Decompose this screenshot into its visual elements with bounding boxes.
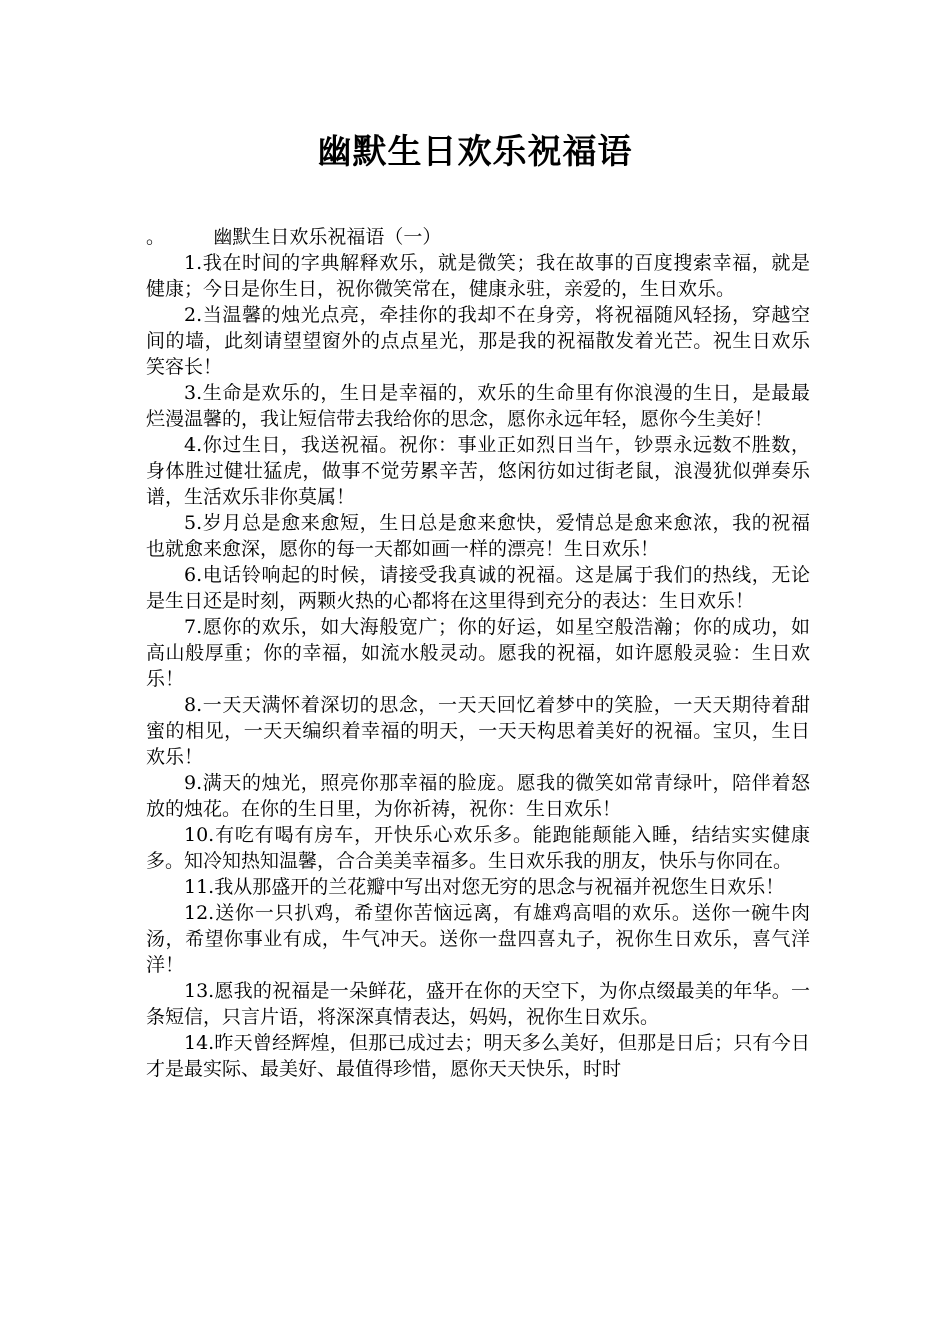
paragraph-14: 14.昨天曾经辉煌，但那已成过去；明天多么美好，但那是日后；只有今日才是最实际、最美好、最值得珍惜，愿你天天快乐，时时 (146, 1032, 810, 1080)
paragraph-5: 5.岁月总是愈来愈短，生日总是愈来愈快，爱情总是愈来愈浓，我的祝福也就愈来愈深，愿你的每一天都如画一样的漂亮！生日欢乐！ (146, 512, 810, 560)
paragraph-9: 9.满天的烛光，照亮你那幸福的脸庞。愿我的微笑如常青绿叶，陪伴着怒放的烛花。在你的生日里，为你祈祷，祝你：生日欢乐！ (146, 772, 810, 820)
paragraph-12: 12.送你一只扒鸡，希望你苦恼远离，有雄鸡高唱的欢乐。送你一碗牛肉汤，希望你事业有成，牛气冲天。送你一盘四喜丸子，祝你生日欢乐，喜气洋洋！ (146, 902, 810, 976)
paragraph-8: 8.一天天满怀着深切的思念，一天天回忆着梦中的笑脸，一天天期待着甜蜜的相见，一天天编织着幸福的明天，一天天构思着美好的祝福。宝贝，生日欢乐！ (146, 694, 810, 768)
paragraph-3: 3.生命是欢乐的，生日是幸福的，欢乐的生命里有你浪漫的生日，是最最烂漫温馨的，我让短信带去我给你的思念，愿你永远年轻，愿你今生美好！ (146, 382, 810, 430)
section-heading: 。 幽默生日欢乐祝福语（一） (146, 226, 442, 248)
document-title: 幽默生日欢乐祝福语 (317, 132, 633, 172)
paragraph-6: 6.电话铃响起的时候，请接受我真诚的祝福。这是属于我们的热线，无论是生日还是时刻，两颗火热的心都将在这里得到充分的表达：生日欢乐！ (146, 564, 810, 612)
paragraph-13: 13.愿我的祝福是一朵鲜花，盛开在你的天空下，为你点缀最美的年华。一条短信，只言片语，将深深真情表达，妈妈，祝你生日欢乐。 (146, 980, 810, 1028)
document-body (146, 224, 810, 1082)
paragraph-4: 4.你过生日，我送祝福。祝你：事业正如烈日当午，钞票永远数不胜数，身体胜过健壮猛虎，做事不觉劳累辛苦，悠闲彷如过街老鼠，浪漫犹似弹奏乐谱，生活欢乐非你莫属！ (146, 434, 810, 508)
paragraph-7: 7.愿你的欢乐，如大海般宽广；你的好运，如星空般浩瀚；你的成功，如高山般厚重；你的幸福，如流水般灵动。愿我的祝福，如许愿般灵验：生日欢乐！ (146, 616, 810, 690)
paragraph-11: 11.我从那盛开的兰花瓣中写出对您无穷的思念与祝福并祝您生日欢乐！ (184, 876, 785, 898)
paragraph-1: 1.我在时间的字典解释欢乐，就是微笑；我在故事的百度搜索幸福，就是健康；今日是你生日，祝你微笑常在，健康永驻，亲爱的，生日欢乐。 (146, 252, 810, 300)
paragraph-2: 2.当温馨的烛光点亮，牵挂你的我却不在身旁，将祝福随风轻扬，穿越空间的墙，此刻请望望窗外的点点星光，那是我的祝福散发着光芒。祝生日欢乐笑容长！ (146, 304, 810, 378)
paragraph-10: 10.有吃有喝有房车，开快乐心欢乐多。能跑能颠能入睡，结结实实健康多。知冷知热知温馨，合合美美幸福多。生日欢乐我的朋友，快乐与你同在。 (146, 824, 810, 872)
